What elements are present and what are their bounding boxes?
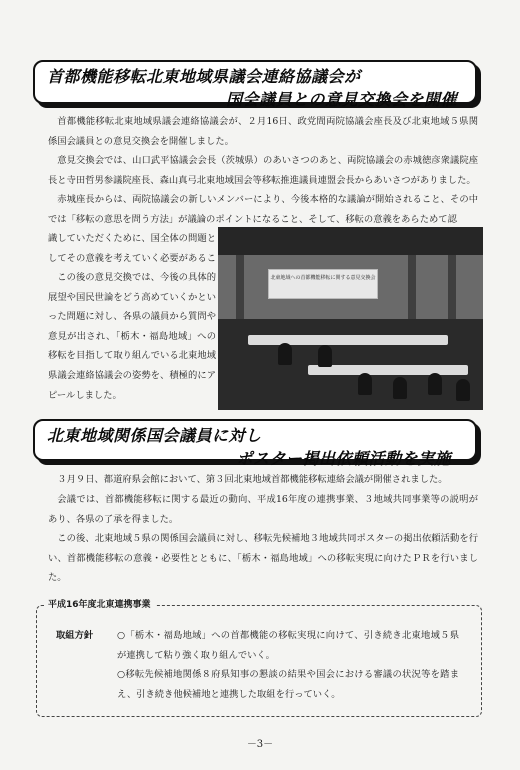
- policy-label: 取組方針: [56, 630, 94, 641]
- section2-paragraph-1: ３月９日、都道府県会館において、第３回北東地域首都機能移転連絡会議が開催されました。: [57, 474, 448, 485]
- policy-item-1: ○「栃木・福島地域」への首都機能の移転実現に向けて、引き続き北東地域５県が連携して粘り強く取り組んでいく。: [117, 630, 459, 661]
- section2-paragraph-2: 会議では、首都機能移転に関する最近の動向、平成16年度の連携事業、３地域共同事業等の説明があり、各県の了承を得ました。: [48, 494, 478, 525]
- section2-heading: [33, 419, 477, 468]
- section1-heading: [33, 60, 477, 109]
- meeting-photo: [218, 227, 483, 410]
- section1-paragraph-4: この後の意見交換では、今後の具体的展望や国民世論をどう高めていくかといった問題に対し、各県の議員から質問や意見が出され、「栃木・福島地域」への移転を目指して取り組んでいる北東地域県議会連絡協議会の姿勢を、積極的にアピールしました。: [48, 272, 216, 401]
- section2-heading-line2: ポスター掲出依頼活動を実施: [236, 449, 451, 468]
- section2-paragraph-3: この後、北東地域５県の関係国会議員に対し、移転先候補地３地域共同ポスターの掲出依頼活動を行い、首都機能移転の意義・必要性とともに、「栃木・福島地域」への移転実現に向けたＰＲを行いました。: [48, 533, 478, 584]
- section1-paragraph-3: 赤城座長からは、両院協議会の新しいメンバーにより、今後本格的な議論が開始されること、その中では「移転の意思を問う方法」が議論のポイントになること、そして、移転の意義をあらためて認: [48, 194, 478, 225]
- section1-paragraph-1: 首都機能移転北東地域県議会連絡協議会が、２月16日、政党間両院協議会座長及び北東地域５県関係国会議員との意見交換会を開催しました。: [48, 116, 478, 147]
- policy-item-2: ○移転先候補地関係８府県知事の懇談の結果や国会における審議の状況等を踏まえ、引き続き他候補地と連携した取組を行っていく。: [117, 669, 459, 700]
- section1-heading-line2: 国会議員との意見交換会を開催: [225, 90, 457, 109]
- page-number: －3－: [246, 739, 274, 750]
- section1-heading-line1: 首都機能移転北東地域県議会連絡協議会が: [47, 67, 361, 86]
- section1-paragraph-2: 意見交換会では、山口武平協議会会長（茨城県）のあいさつのあと、両院協議会の赤城徳彦衆議院座長と寺田哲男参議院座長、森山真弓北東地域国会等移転推進議員連盟会長からあいさつがありました。: [48, 155, 478, 186]
- section1-paragraph-3-cont: 識していただくために、国全体の問題としてその意義を考えていく必要があるこ: [48, 233, 216, 264]
- section2-heading-line1: 北東地域関係国会議員に対し: [47, 426, 262, 445]
- photo-banner: 北東地域への首都機能移転に関する意見交換会: [268, 269, 378, 299]
- program-box-title: 平成16年度北東連携事業: [44, 598, 155, 612]
